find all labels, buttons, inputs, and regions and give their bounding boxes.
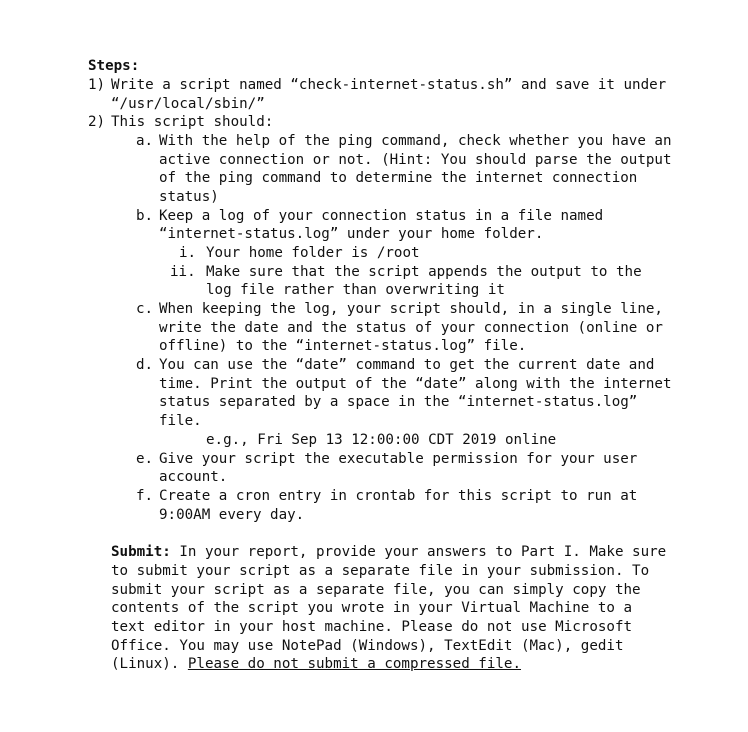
submit-line-2: to submit your script as a separate file in your submission. To: [111, 563, 650, 579]
sub-b-i-label: i.: [179, 245, 197, 261]
sub-c-label: c.: [136, 301, 154, 317]
submit-line-3: submit your script as a separate file, you can simply copy the: [111, 582, 641, 598]
sub-b-ii-label: ii.: [170, 264, 196, 280]
step-1-line-2: “/usr/local/sbin/”: [111, 96, 265, 112]
sub-c-line-1: When keeping the log, your script should, in a single line,: [159, 301, 663, 317]
sub-b-ii-line-1: Make sure that the script appends the output to the: [206, 264, 642, 280]
sub-d-label: d.: [136, 357, 154, 373]
sub-c-line-3: offline) to the “internet-status.log” file.: [159, 338, 527, 354]
sub-b-ii-line-2: log file rather than overwriting it: [206, 282, 505, 298]
sub-b-i-text: Your home folder is /root: [206, 245, 420, 261]
sub-f-label: f.: [136, 488, 154, 504]
step-1-line-1: Write a script named “check-internet-status.sh” and save it under: [111, 77, 667, 93]
sub-f-line-1: Create a cron entry in crontab for this script to run at: [159, 488, 638, 504]
sub-e-line-1: Give your script the executable permission for your user: [159, 451, 638, 467]
sub-d-line-3: status separated by a space in the “internet-status.log”: [159, 394, 638, 410]
submit-line-7-prefix: (Linux).: [111, 656, 188, 672]
sub-c-line-2: write the date and the status of your connection (online or: [159, 320, 663, 336]
sub-d-line-4: file.: [159, 413, 202, 429]
submit-label: Submit:: [111, 544, 171, 560]
sub-d-line-1: You can use the “date” command to get the current date and: [159, 357, 655, 373]
sub-b-line-1: Keep a log of your connection status in a file named: [159, 208, 604, 224]
sub-e-line-2: account.: [159, 469, 228, 485]
submit-line-4: contents of the script you wrote in your Virtual Machine to a: [111, 600, 633, 616]
sub-b-label: b.: [136, 208, 154, 224]
submit-line-1-text: In your report, provide your answers to Part I. Make sure: [170, 544, 667, 560]
sub-d-example: e.g., Fri Sep 13 12:00:00 CDT 2019 online: [206, 432, 557, 448]
submit-line-7: [111, 655, 521, 674]
steps-heading: Steps:: [88, 58, 140, 74]
sub-b-line-2: “internet-status.log” under your home folder.: [159, 226, 544, 242]
sub-a-line-4: status): [159, 189, 219, 205]
submit-line-5: text editor in your host machine. Please do not use Microsoft: [111, 619, 633, 635]
step-1-number: 1): [88, 77, 106, 93]
sub-e-label: e.: [136, 451, 154, 467]
sub-a-line-2: active connection or not. (Hint: You should parse the output: [159, 152, 672, 168]
submit-paragraph-line-1: [111, 543, 666, 562]
sub-a-line-3: of the ping command to determine the internet connection: [159, 170, 638, 186]
no-compressed-file-warning: Please do not submit a compressed file.: [187, 656, 521, 672]
sub-f-line-2: 9:00AM every day.: [159, 507, 305, 523]
submit-line-6: Office. You may use NotePad (Windows), TextEdit (Mac), gedit: [111, 638, 624, 654]
sub-a-line-1: With the help of the ping command, check whether you have an: [159, 133, 672, 149]
sub-a-label: a.: [136, 133, 154, 149]
step-2-text: This script should:: [111, 114, 274, 130]
sub-d-line-2: time. Print the output of the “date” along with the internet: [159, 376, 672, 392]
step-2-number: 2): [88, 114, 106, 130]
